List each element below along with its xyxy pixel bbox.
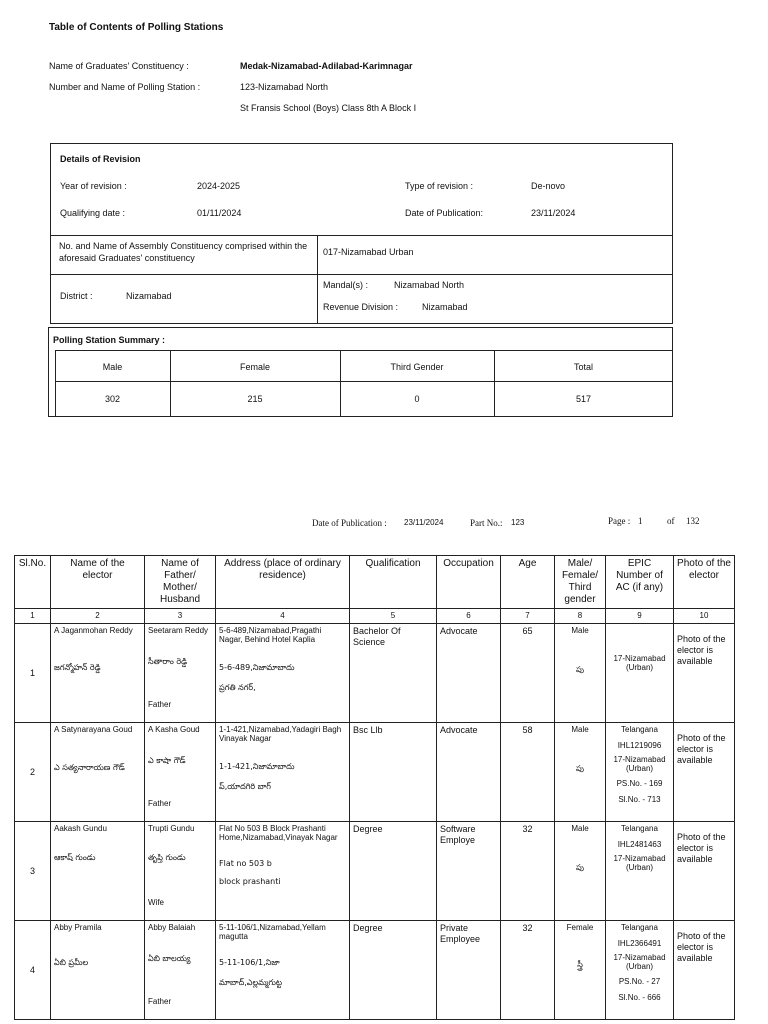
divider <box>50 235 673 236</box>
epic-ac: 17-Nizamabad (Urban) <box>613 755 666 773</box>
photo-status: Photo of the elector is available <box>674 822 735 921</box>
relative-name-en: A Kasha Goud <box>148 725 200 734</box>
column-number-row <box>15 609 735 624</box>
col-header-qualification: Qualification <box>350 556 437 609</box>
of-label: of <box>667 516 675 526</box>
relative-name-te: ఏబి బాలయ్య <box>148 954 191 963</box>
relative-name-en: Seetaram Reddy <box>148 626 209 635</box>
relative-name-te: సీతారాం రెడ్డి <box>148 657 188 666</box>
address-te-line1: Flat no 503 b <box>219 859 272 868</box>
summary-value-third-gender: 0 <box>414 394 420 404</box>
occupation: Advocate <box>437 723 501 822</box>
occupation: Private Employee <box>437 921 501 1020</box>
year-label: Year of revision : <box>60 181 127 191</box>
age: 32 <box>501 921 555 1020</box>
occupation: Software Employe <box>437 822 501 921</box>
col-header-gender: Male/ Female/ Third gender <box>555 556 606 609</box>
qualification: Bsc Llb <box>350 723 437 822</box>
publication-date-label: Date of Publication: <box>405 208 484 218</box>
col-number: 10 <box>674 609 735 624</box>
gender-en: Male <box>571 725 589 734</box>
relative-name-te: ఎ కాషా గౌడ్ <box>148 756 186 765</box>
divider <box>50 274 673 275</box>
assembly-label: No. and Name of Assembly Constituency comprised within the aforesaid Graduates' constituency <box>59 241 308 263</box>
col-number: 7 <box>501 609 555 624</box>
address-te-line1: 1-1-421,నిజామాబాదు <box>219 762 295 771</box>
polling-station-name: St Fransis School (Boys) Class 8th A Block I <box>240 103 417 113</box>
table-row <box>15 822 735 921</box>
photo-status: Photo of the elector is available <box>674 624 735 723</box>
total-pages: 132 <box>686 516 700 526</box>
epic-ps-number: PS.No. - 27 <box>618 977 661 986</box>
row-slno: 4 <box>15 921 51 1020</box>
epic-state: Telangana <box>621 824 658 833</box>
qualifying-date-label: Qualifying date : <box>60 208 126 218</box>
summary-value-female: 215 <box>247 394 263 404</box>
address-te-line2: ప్,యాదగిరి బాగ్ <box>219 782 271 791</box>
age: 65 <box>501 624 555 723</box>
table-row <box>15 921 735 1020</box>
row-slno: 1 <box>15 624 51 723</box>
epic-number: IHL2366491 <box>617 939 662 948</box>
table-header-row <box>15 556 735 609</box>
elector-name-en: Aakash Gundu <box>54 824 107 833</box>
relative-name-en: Trupti Gundu <box>148 824 195 833</box>
epic-number: IHL2481463 <box>617 840 662 849</box>
document-title: Table of Contents of Polling Stations <box>49 22 224 33</box>
relation-type: Father <box>148 700 172 709</box>
divider <box>170 350 171 417</box>
col-header-epic: EPIC Number of AC (if any) <box>606 556 674 609</box>
col-number: 2 <box>51 609 145 624</box>
photo-status: Photo of the elector is available <box>674 723 735 822</box>
summary-value-total: 517 <box>575 394 592 404</box>
epic-state: Telangana <box>621 923 658 932</box>
gender-te: పు <box>576 863 584 872</box>
col-number: 8 <box>555 609 606 624</box>
col-header-relative-name: Name of Father/ Mother/ Husband <box>145 556 216 609</box>
col-header-slno: Sl.No. <box>15 556 51 609</box>
gender-en: Female <box>566 923 594 932</box>
epic-serial-number: Sl.No. - 666 <box>618 993 661 1002</box>
relation-type: Father <box>148 997 172 1006</box>
summary-value-male: 302 <box>104 394 121 404</box>
address-en: 5-6-489,Nizamabad,Pragathi Nagar, Behind Hotel Kaplia <box>219 626 322 644</box>
age: 32 <box>501 822 555 921</box>
table-row <box>15 624 735 723</box>
elector-name-te: ఆకాష్ గుండు <box>54 853 96 862</box>
summary-header-male: Male <box>102 362 123 372</box>
address-en: 5-11-106/1,Nizamabad,Yellam magutta <box>219 923 326 941</box>
epic-serial-number: Sl.No. - 713 <box>618 795 661 804</box>
pub-date-label: Date of Publication : <box>312 518 387 528</box>
part-label: Part No.: <box>470 518 503 528</box>
type-value: De-novo <box>531 181 566 191</box>
address-te-line1: 5-11-106/1,నిజా <box>219 958 280 967</box>
revenue-division-value: Nizamabad <box>422 302 468 312</box>
occupation: Advocate <box>437 624 501 723</box>
address-en: 1-1-421,Nizamabad,Yadagiri Bagh Vinayak Nagar <box>219 725 342 743</box>
epic-ac: 17-Nizamabad (Urban) <box>613 854 666 872</box>
col-number: 1 <box>15 609 51 624</box>
year-value: 2024-2025 <box>197 181 241 191</box>
relative-name-en: Abby Balaiah <box>148 923 196 932</box>
epic-ac: 17-Nizamabad (Urban) <box>613 953 666 971</box>
address-te-line2: ప్రగతి నగర్, <box>219 683 256 692</box>
summary-header-total: Total <box>573 362 593 372</box>
gender-en: Male <box>571 626 589 635</box>
relative-name-te: తృప్తి గుండు <box>148 853 186 862</box>
relation-type: Father <box>148 799 172 808</box>
col-header-photo: Photo of the elector <box>674 556 735 609</box>
type-label: Type of revision : <box>405 181 474 191</box>
qualification: Degree <box>350 921 437 1020</box>
row-slno: 3 <box>15 822 51 921</box>
epic-state: Telangana <box>621 725 658 734</box>
address-te-line2: block prashanti <box>219 877 281 886</box>
col-header-elector-name: Name of the elector <box>51 556 145 609</box>
col-number: 4 <box>216 609 350 624</box>
qualifying-date-value: 01/11/2024 <box>197 208 242 218</box>
elector-name-te: జగన్మోహన్ రెడ్డి <box>54 663 101 672</box>
divider <box>55 350 56 417</box>
page-value: 1 <box>638 516 643 526</box>
revenue-division-label: Revenue Division : <box>323 302 399 312</box>
elector-name-te: ఏబి ప్రమీల <box>54 958 89 967</box>
qualification: Bachelor Of Science <box>350 624 437 723</box>
col-number: 5 <box>350 609 437 624</box>
summary-header-female: Female <box>239 362 270 372</box>
district-label: District : <box>60 291 93 301</box>
mandal-label: Mandal(s) : <box>323 280 369 290</box>
publication-date-value: 23/11/2024 <box>531 208 576 218</box>
divider <box>340 350 341 417</box>
summary-heading: Polling Station Summary : <box>53 335 166 345</box>
divider <box>55 350 673 351</box>
photo-status: Photo of the elector is available <box>674 921 735 1020</box>
qualification: Degree <box>350 822 437 921</box>
row-slno: 2 <box>15 723 51 822</box>
pub-date-value: 23/11/2024 <box>404 518 444 527</box>
col-header-occupation: Occupation <box>437 556 501 609</box>
constituency-value: Medak-Nizamabad-Adilabad-Karimnagar <box>240 61 413 71</box>
col-header-address: Address (place of ordinary residence) <box>216 556 350 609</box>
gender-te: స్త్రీ <box>577 960 583 969</box>
divider <box>317 235 318 324</box>
elector-name-en: A Jaganmohan Reddy <box>54 626 133 635</box>
relation-type: Wife <box>148 898 164 907</box>
polling-station-label: Number and Name of Polling Station : <box>49 82 201 92</box>
elector-name-en: A Satynarayana Goud <box>54 725 133 734</box>
constituency-label: Name of Graduates' Constituency : <box>49 61 189 71</box>
part-value: 123 <box>511 518 525 527</box>
address-en: Flat No 503 B Block Prashanti Home,Nizamabad,Vinayak Nagar <box>219 824 338 842</box>
gender-te: పు <box>576 764 584 773</box>
assembly-value: 017-Nizamabad Urban <box>323 247 414 257</box>
elector-name-te: ఎ సత్యనారాయణ గౌడ్ <box>54 763 125 772</box>
district-value: Nizamabad <box>126 291 172 301</box>
page-label: Page : <box>608 516 631 526</box>
col-header-age: Age <box>501 556 555 609</box>
epic-number: IHL1219096 <box>617 741 662 750</box>
electoral-roll-table <box>14 555 735 1020</box>
address-te-line2: మాబాద్,ఎల్లమ్మగుట్ట <box>219 978 283 987</box>
address-te-line1: 5-6-489,నిజామాబాదు <box>219 663 295 672</box>
table-row <box>15 723 735 822</box>
elector-name-en: Abby Pramila <box>54 923 102 932</box>
col-number: 9 <box>606 609 674 624</box>
col-number: 3 <box>145 609 216 624</box>
epic-ps-number: PS.No. - 169 <box>616 779 663 788</box>
divider <box>494 350 495 417</box>
epic-ac: 17-Nizamabad (Urban) <box>613 654 666 672</box>
mandal-value: Nizamabad North <box>394 280 465 290</box>
gender-te: పు <box>576 665 584 674</box>
summary-header-third-gender: Third Gender <box>390 362 444 372</box>
col-number: 6 <box>437 609 501 624</box>
gender-en: Male <box>571 824 589 833</box>
revision-heading: Details of Revision <box>60 154 141 164</box>
polling-station-number: 123-Nizamabad North <box>240 82 329 92</box>
age: 58 <box>501 723 555 822</box>
divider <box>55 381 673 382</box>
